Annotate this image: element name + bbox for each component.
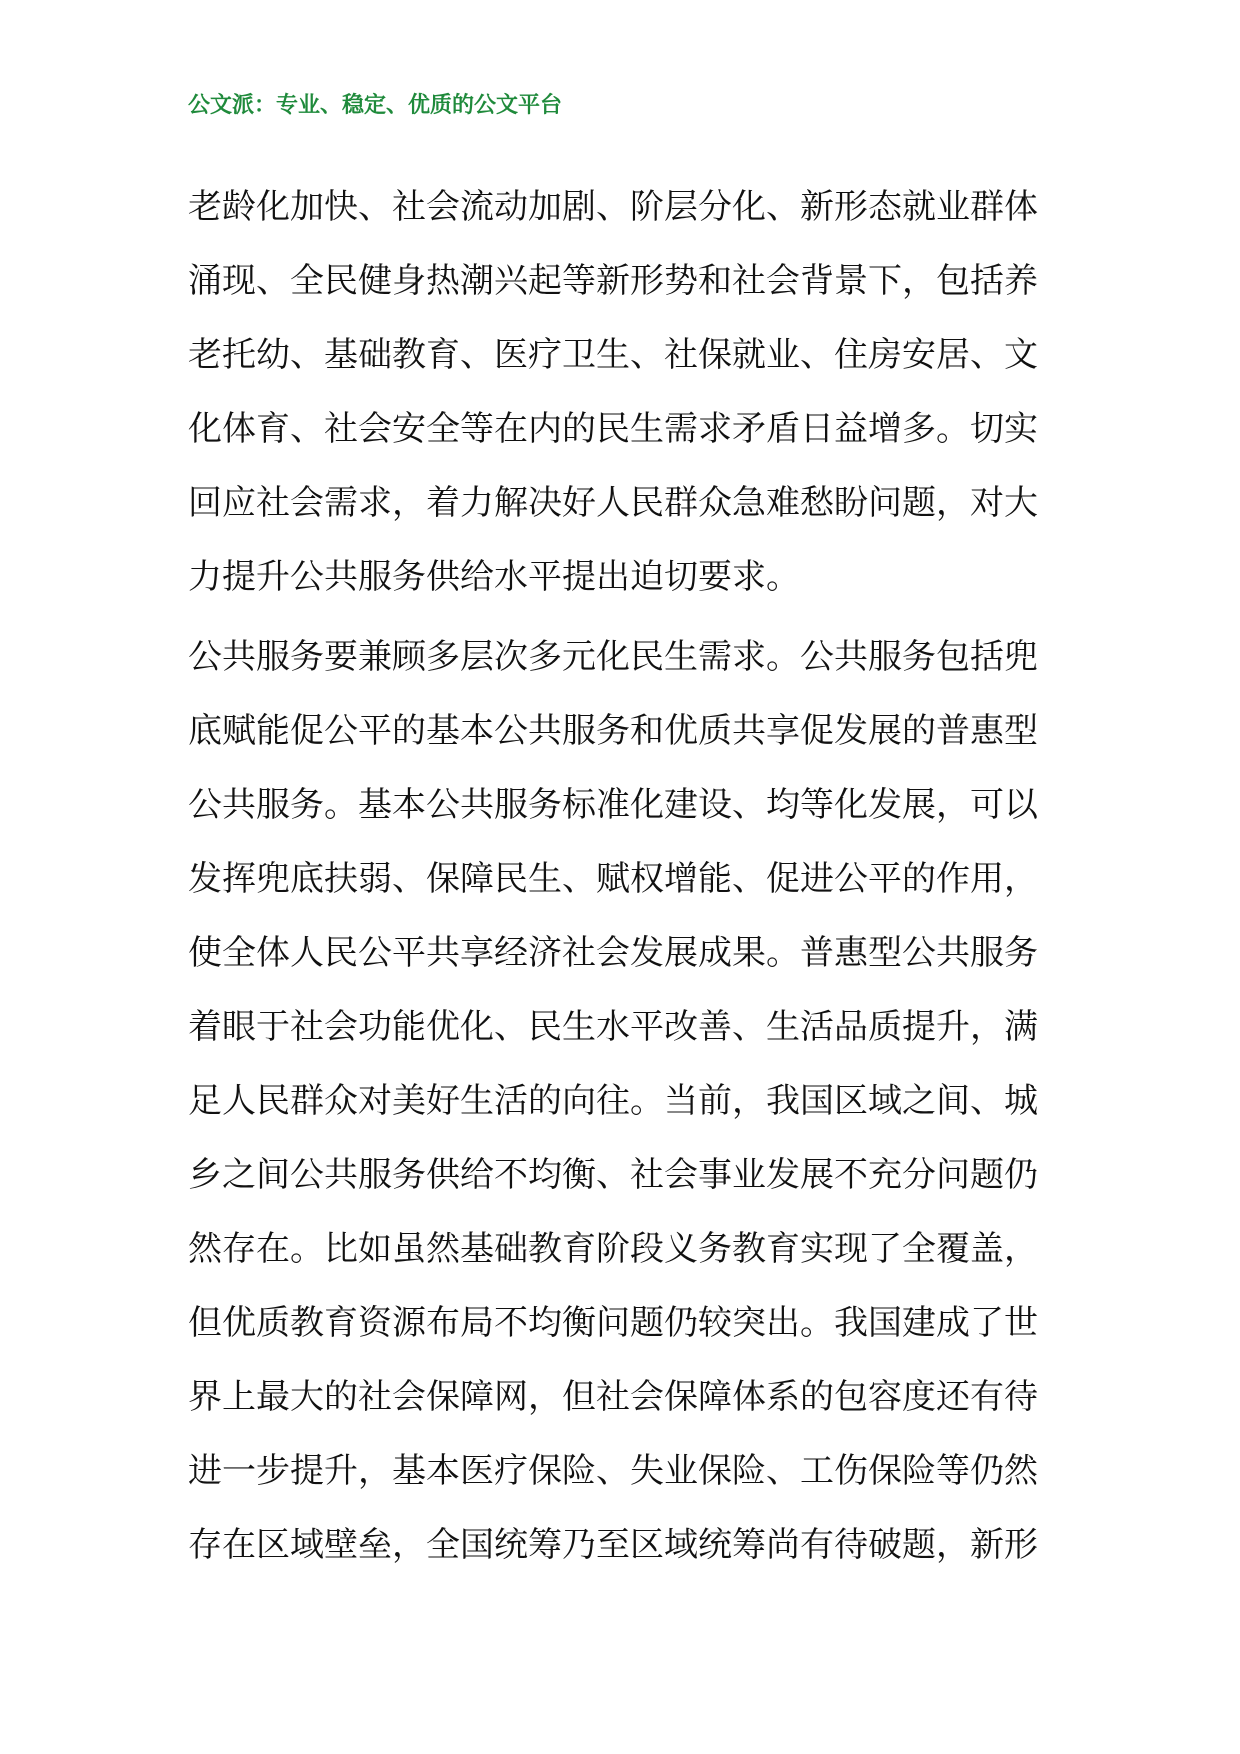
text-line: 底赋能促公平的基本公共服务和优质共享促发展的普惠型 bbox=[188, 711, 1038, 751]
text-line: 乡之间公共服务供给不均衡、社会事业发展不充分问题仍 bbox=[188, 1155, 1038, 1195]
text-line: 存在区域壁垒，全国统筹乃至区域统筹尚有待破题，新形 bbox=[188, 1525, 1038, 1565]
text-line: 使全体人民公平共享经济社会发展成果。普惠型公共服务 bbox=[188, 933, 1038, 973]
text-line: 涌现、全民健身热潮兴起等新形势和社会背景下，包括养 bbox=[188, 261, 1038, 301]
text-line: 回应社会需求，着力解决好人民群众急难愁盼问题，对大 bbox=[188, 483, 1038, 523]
text-line: 界上最大的社会保障网，但社会保障体系的包容度还有待 bbox=[188, 1377, 1038, 1417]
text-line: 然存在。比如虽然基础教育阶段义务教育实现了全覆盖， bbox=[188, 1229, 1038, 1269]
text-line: 老龄化加快、社会流动加剧、阶层分化、新形态就业群体 bbox=[188, 187, 1038, 227]
text-line: 化体育、社会安全等在内的民生需求矛盾日益增多。切实 bbox=[188, 409, 1038, 449]
paragraph-2 bbox=[188, 620, 1058, 1582]
document-body bbox=[188, 170, 1058, 1582]
text-line: 力提升公共服务供给水平提出迫切要求。 bbox=[188, 557, 800, 597]
text-line: 但优质教育资源布局不均衡问题仍较突出。我国建成了世 bbox=[188, 1303, 1038, 1343]
text-line: 进一步提升，基本医疗保险、失业保险、工伤保险等仍然 bbox=[188, 1451, 1038, 1491]
text-line: 着眼于社会功能优化、民生水平改善、生活品质提升，满 bbox=[188, 1007, 1038, 1047]
text-line: 足人民群众对美好生活的向往。当前，我国区域之间、城 bbox=[188, 1081, 1038, 1121]
document-header-title: 公文派：专业、稳定、优质的公文平台 bbox=[188, 92, 563, 118]
text-line: 老托幼、基础教育、医疗卫生、社保就业、住房安居、文 bbox=[188, 335, 1038, 375]
text-line: 发挥兜底扶弱、保障民生、赋权增能、促进公平的作用， bbox=[188, 859, 1038, 899]
text-line: 公共服务要兼顾多层次多元化民生需求。公共服务包括兜 bbox=[188, 637, 1038, 677]
paragraph-1 bbox=[188, 170, 1058, 614]
text-line: 公共服务。基本公共服务标准化建设、均等化发展，可以 bbox=[188, 785, 1038, 825]
